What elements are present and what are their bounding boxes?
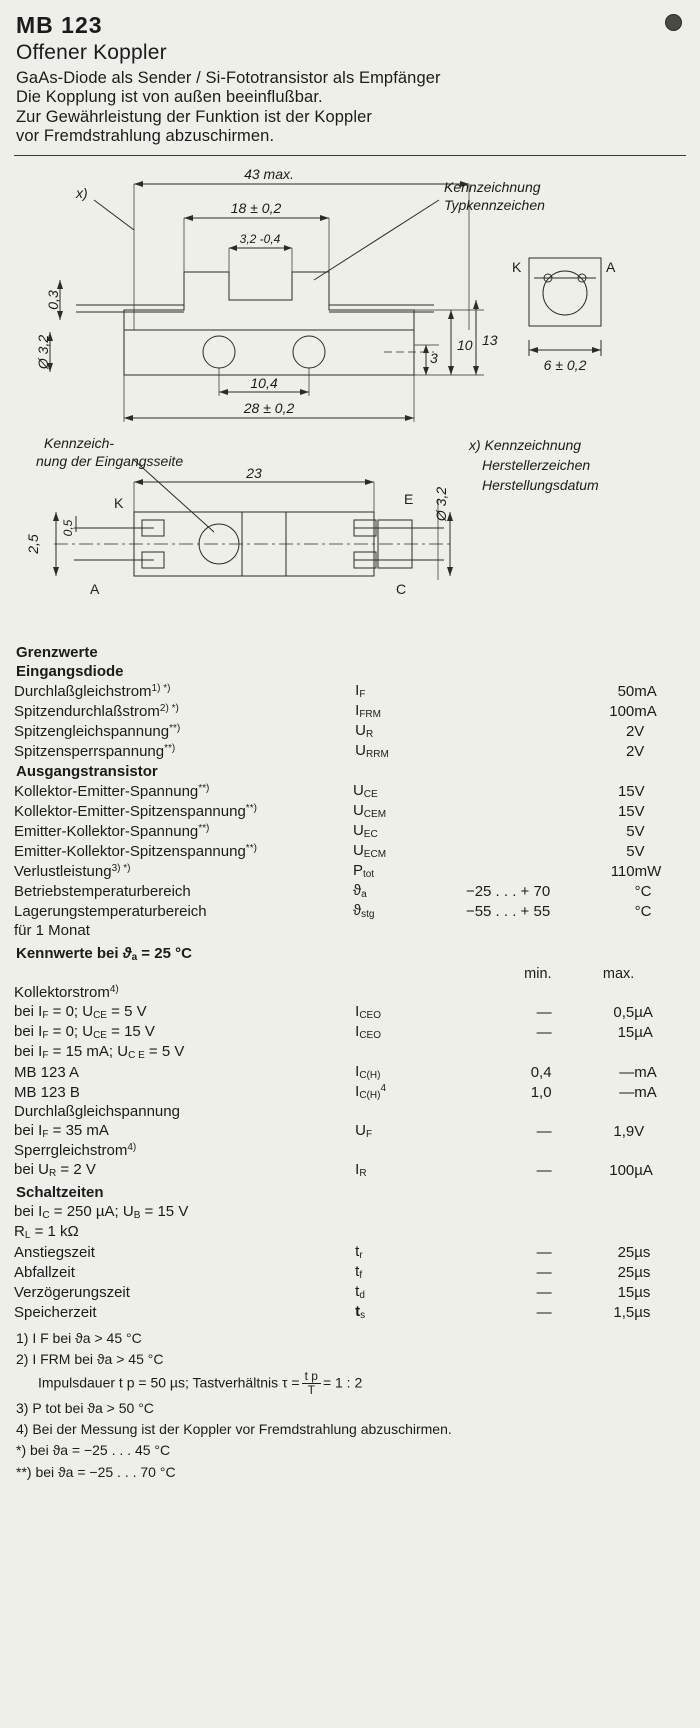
row-symbol: ϑ (352, 901, 362, 919)
row-sub: CE (363, 788, 378, 800)
dim-13: 13 (482, 331, 498, 348)
row-sup: **) (198, 782, 210, 794)
kennwerte-title: Kennwerte bei $ϑ_a = 25$ °C (16, 944, 192, 963)
row-unit: V (634, 842, 645, 860)
row-label: MB 123 A (14, 1063, 80, 1081)
row-label: Anstiegszeit (14, 1243, 95, 1261)
dim-3: 3 (430, 349, 438, 366)
row-min: — (536, 1303, 552, 1321)
row-min: 1,0 (530, 1083, 552, 1101)
table-header-row (14, 965, 686, 983)
dim-phi32: Ø 3,2 (35, 334, 51, 369)
footnote-4: 4) Bei der Messung ist der Koppler vor Fremdstrahlung abzuschirmen. (16, 1420, 452, 1437)
row-sup: 2) *) (159, 702, 179, 714)
label-kennzeichnung-1: Kennzeichnung (444, 178, 541, 195)
row-max: 25 (617, 1243, 635, 1261)
table-row: bei $I_F = 0$; $U_{CE} = 15$ V $I_{CEO}$ — 15 µA (14, 1022, 686, 1042)
row-max: 1,9 (613, 1122, 635, 1140)
row-symbol: U (352, 841, 364, 859)
dim-25: 2,5 (25, 534, 41, 554)
row-min: 0,4 (530, 1063, 552, 1081)
label-x-note-3: Herstellungsdatum (482, 476, 599, 493)
row-label: Abfallzeit (14, 1263, 75, 1281)
table-row (14, 741, 686, 761)
fraction-numerator: t p (302, 1370, 321, 1384)
table-row: MB 123 A $I_{C(H)}$ 0,4 — mA (14, 1062, 686, 1082)
table-row: bei $I_F = 35$ mA $U_F$ — 1,9 V (14, 1121, 686, 1141)
row-sub: RRM (366, 748, 389, 760)
row-value: 5 (626, 842, 635, 860)
row-unit: mA (634, 702, 657, 720)
table-row: Verzögerungszeit $t_d$ — 15 µs (14, 1282, 686, 1302)
header-line-3: Zur Gewährleistung der Funktion ist der Koppler (16, 107, 372, 126)
ausgangstransistor-table (14, 781, 686, 940)
dim-10: 10 (457, 336, 473, 353)
eingangsdiode-title: Eingangsdiode (16, 662, 124, 680)
row-sub: ECM (363, 848, 387, 860)
row-max: 0,5 (613, 1003, 635, 1021)
row-unit: mA (634, 1063, 657, 1081)
row-sup: **) (164, 742, 176, 754)
dim-6: 6 ± 0,2 (543, 356, 587, 373)
footnote-doublestar: **) bei ϑa = −25 . . . 70 °C (16, 1463, 176, 1480)
row-sub: a (361, 888, 367, 900)
row-sup: 4) (127, 1141, 137, 1153)
dim-phi32b: Ø 3,2 (433, 486, 449, 521)
footnote-2: 2) I FRM bei ϑa > 45 °C (16, 1351, 164, 1368)
row-max: — (619, 1083, 635, 1101)
row-value: 15 (617, 802, 635, 820)
row-sup: **) (245, 842, 257, 854)
row-min: — (536, 1283, 552, 1301)
header-line-4: vor Fremdstrahlung abzuschirmen. (16, 127, 275, 146)
row-unit: °C (634, 902, 652, 920)
row-label: Betriebstemperaturbereich (14, 882, 191, 900)
row-sup: **) (245, 802, 257, 814)
row-unit: °C (634, 882, 652, 900)
row-sup: **) (198, 822, 210, 834)
pin-K-plan: K (114, 494, 124, 511)
pin-A-side: A (606, 258, 616, 275)
duty-cycle-fraction (302, 1370, 321, 1396)
table-row: Sperrgleichstrom$^{4)}$ (14, 1141, 137, 1159)
row-unit: V (634, 802, 645, 820)
row-sub: CEM (363, 808, 387, 820)
footnote-2b-pre: Impulsdauer t p = 50 µs; Tastverhältnis τ = (38, 1375, 300, 1392)
ausgangstransistor-title: Ausgangstransistor (16, 762, 158, 780)
dot-logo-icon (665, 14, 682, 31)
table-row (14, 821, 686, 841)
fraction-denominator: T (307, 1383, 315, 1398)
row-max: 1,5 (613, 1303, 635, 1321)
row-min: — (536, 1122, 552, 1140)
row-value: 5 (626, 822, 635, 840)
row-symbol: U (355, 741, 366, 759)
pin-A-plan: A (90, 580, 100, 597)
row-min: — (536, 1243, 552, 1261)
row-max: 15 (617, 1023, 635, 1041)
table-row: Anstiegszeit $t_r$ — 25 µs (14, 1242, 686, 1262)
row-symbol: U (352, 801, 364, 819)
label-eingangsseite-1: Kennzeich- (44, 434, 115, 451)
pin-C-plan: C (396, 580, 407, 597)
row-min: — (536, 1263, 552, 1281)
row-value: −55 . . . + 55 (465, 902, 551, 920)
dim-23: 23 (246, 464, 262, 481)
row-sub: tot (362, 868, 375, 880)
row-unit: µA (634, 1003, 653, 1021)
row-value: 15 (617, 782, 635, 800)
table-row: bei $I_F = 15$ mA; $U_{C E} = 5$ V (14, 1042, 185, 1061)
dim-32: 3,2 -0,4 (239, 231, 281, 246)
table-row (14, 721, 686, 741)
row-unit: µA (634, 1161, 653, 1179)
dim-28: 28 ± 0,2 (243, 399, 295, 416)
row-symbol: U (355, 721, 366, 739)
header-divider (14, 155, 686, 156)
schaltzeiten-table (14, 1202, 686, 1322)
row-unit: mA (634, 682, 657, 700)
row-unit: µA (634, 1023, 653, 1041)
mechanical-drawing (14, 160, 686, 640)
row-value: 50 (617, 682, 635, 700)
header-line-2: Die Kopplung ist von außen beeinflußbar. (16, 88, 323, 107)
row-label: Speicherzeit (14, 1303, 97, 1321)
table-row (14, 801, 686, 821)
row-min: — (536, 1003, 552, 1021)
row-unit: µs (634, 1243, 651, 1261)
table-row (14, 861, 686, 881)
row-sub: F (359, 688, 366, 700)
footnote-1: 1) I F bei ϑa > 45 °C (16, 1329, 142, 1346)
table-row: MB 123 B $I_{C(H)}^4$ 1,0 — mA (14, 1082, 686, 1102)
row-label: Durchlaßgleichspannung (14, 1102, 180, 1120)
kennwerte-table (14, 965, 686, 1180)
row-unit: µs (634, 1283, 651, 1301)
row-label: Verlustleistung (14, 862, 112, 880)
footnotes (16, 1328, 686, 1482)
part-number: MB 123 (16, 12, 103, 38)
row-sup: 1) *) (151, 682, 171, 694)
table-row: Abfallzeit $t_f$ — 25 µs (14, 1262, 686, 1282)
header (14, 12, 686, 147)
row-unit: V (634, 742, 645, 760)
schaltzeiten-title: Schaltzeiten (16, 1183, 104, 1201)
row-unit: mA (634, 1083, 657, 1101)
table-row (14, 701, 686, 721)
row-max: 100 (609, 1161, 635, 1179)
label-x-note-1: x) Kennzeichnung (469, 436, 582, 453)
row-symbol: U (352, 781, 364, 799)
row-label: Spitzengleichspannung (14, 722, 170, 740)
label-eingangsseite-2: nung der Eingangsseite (36, 452, 184, 469)
row-min: — (536, 1023, 552, 1041)
pin-E-plan: E (404, 490, 414, 507)
row-symbol: I (355, 681, 360, 699)
dim-18: 18 ± 0,2 (230, 199, 282, 216)
dim-03: 0,3 (45, 290, 61, 310)
row-sub: EC (363, 828, 378, 840)
row-label: Verzögerungszeit (14, 1283, 130, 1301)
row-unit: µs (634, 1303, 651, 1321)
row-value: −25 . . . + 70 (465, 882, 551, 900)
table-row (14, 781, 686, 801)
dim-05: 0,5 (61, 519, 75, 537)
row-label: Durchlaßgleichstrom (14, 682, 152, 700)
table-row: bei $I_F = 0$; $U_{CE} = 5$ V $I_{CEO}$ — 0,5 µA (14, 1002, 686, 1022)
table-row (14, 881, 686, 901)
row-sub: FRM (359, 708, 381, 720)
header-line-1: GaAs-Diode als Sender / Si-Fototransistor als Empfänger (16, 69, 441, 87)
row-symbol: I (355, 701, 360, 719)
row-unit: mW (634, 862, 662, 880)
row-sub: R (366, 728, 374, 740)
row-unit: V (634, 822, 645, 840)
row-symbol: P (352, 861, 363, 879)
row-unit: V (634, 782, 645, 800)
table-row: bei $U_R = 2$ V $I_R$ — 100 µA (14, 1160, 686, 1180)
table-row: Kollektorstrom$^{4)}$ (14, 983, 119, 1001)
row-sup: 3) *) (111, 862, 131, 874)
col-min-header: min. (524, 965, 552, 982)
row-label: Spitzendurchlaßstrom (14, 702, 160, 720)
footnote-3: 3) P tot bei ϑa > 50 °C (16, 1399, 154, 1416)
pin-K-side: K (512, 258, 522, 275)
label-x-note-2: Herstellerzeichen (482, 456, 591, 473)
row-symbol: U (352, 821, 364, 839)
row-value: 100 (609, 702, 635, 720)
row-label: für 1 Monat (14, 921, 90, 939)
row-label: Lagerungstemperaturbereich (14, 902, 207, 920)
table-row (14, 681, 686, 701)
row-unit: V (634, 722, 645, 740)
drawing-svg (14, 160, 686, 630)
row-unit: µs (634, 1263, 651, 1281)
row-label: Emitter-Kollektor-Spannung (14, 822, 199, 840)
row-symbol: ϑ (352, 881, 362, 899)
row-value: 2 (625, 742, 635, 760)
footnote-2b-post: = 1 : 2 (322, 1375, 363, 1392)
eingangsdiode-table (14, 681, 686, 761)
row-max: — (619, 1063, 635, 1081)
footnote-2b (16, 1370, 686, 1396)
table-row: bei $I_C = 250$ µA; $U_B = 15$ V (14, 1202, 189, 1221)
table-row (14, 1102, 686, 1121)
row-label: Emitter-Kollektor-Spitzenspannung (14, 842, 246, 860)
table-row: $R_L = 1$ kΩ (14, 1222, 79, 1241)
row-min: — (536, 1161, 552, 1179)
table-row: Speicherzeit $t_s$ — 1,5 µs (14, 1302, 686, 1322)
row-max: 25 (617, 1263, 635, 1281)
row-sub: stg (361, 908, 375, 920)
row-label: Kollektor-Emitter-Spannung (14, 782, 199, 800)
row-unit: V (634, 1122, 645, 1140)
footnote-star: *) bei ϑa = −25 . . . 45 °C (16, 1442, 171, 1459)
table-row (14, 921, 686, 940)
row-label: MB 123 B (14, 1083, 80, 1101)
table-row (14, 841, 686, 861)
col-max-header: max. (602, 965, 635, 982)
row-sup: 4) (109, 983, 119, 995)
row-label: Spitzensperrspannung (14, 742, 165, 760)
table-row (14, 901, 686, 921)
row-label: Kollektor-Emitter-Spitzenspannung (14, 802, 246, 820)
row-value: 2 (625, 722, 635, 740)
row-max: 15 (617, 1283, 635, 1301)
label-kennzeichnung-2: Typkennzeichen (444, 196, 545, 213)
row-value: 110 (610, 862, 635, 880)
grenzwerte-title: Grenzwerte (16, 643, 98, 661)
label-x-mark: x) (76, 184, 88, 201)
dim-43: 43 max. (244, 165, 294, 182)
dim-104: 10,4 (250, 374, 278, 391)
row-sup: **) (169, 722, 181, 734)
page-title: Offener Koppler (16, 41, 167, 64)
